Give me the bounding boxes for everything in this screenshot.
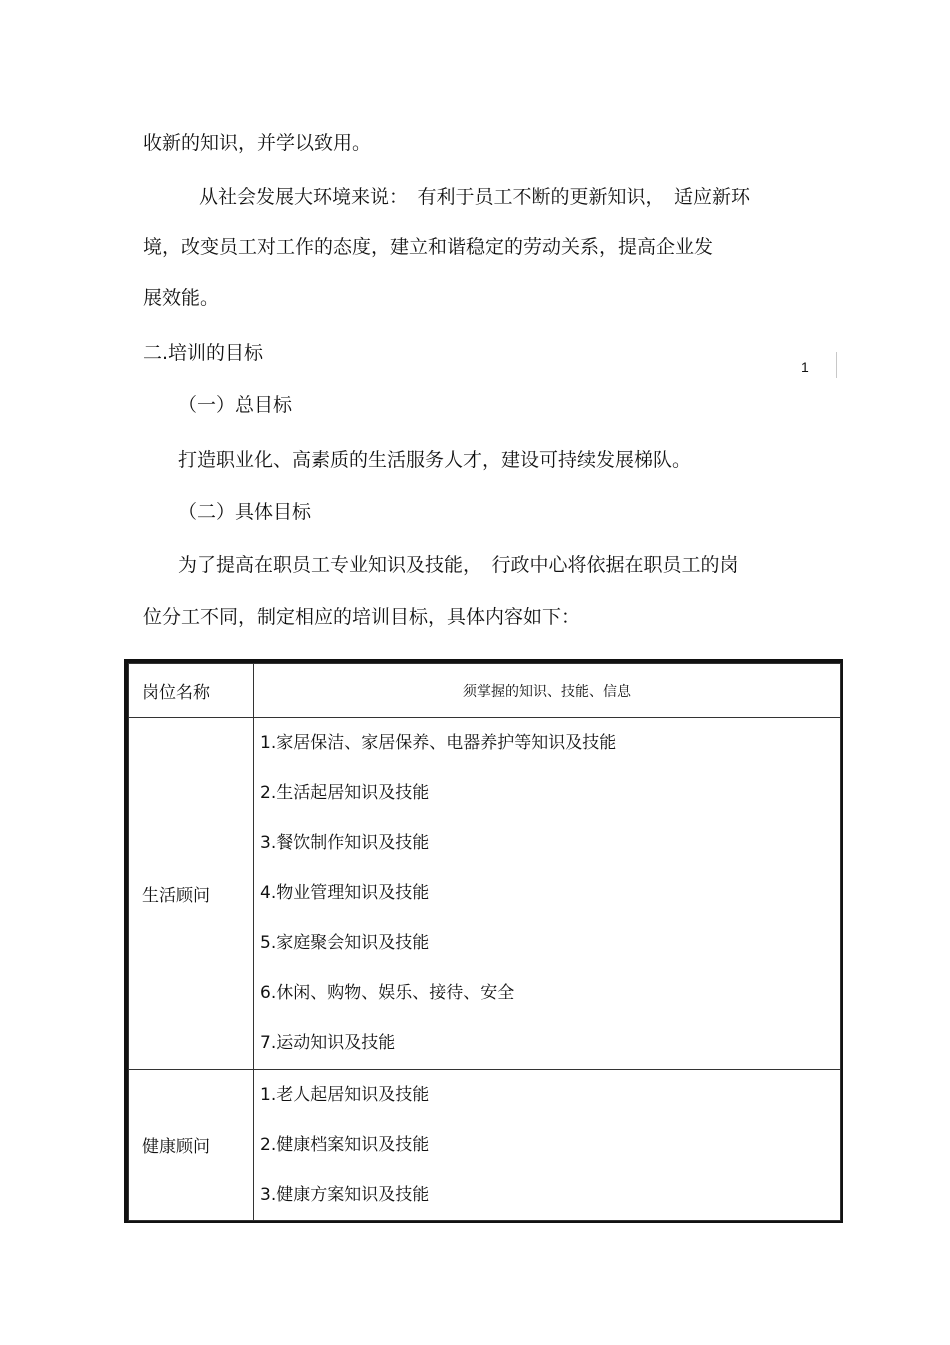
page-number: 1 — [801, 359, 809, 375]
subsection-title: （二）具体目标 — [178, 501, 312, 523]
list-item: 4.物业管理知识及技能 — [260, 883, 430, 904]
paragraph-line: 从社会发展大环境来说： 有利于员工不断的更新知识， 适应新环 — [199, 186, 751, 208]
list-item: 3.健康方案知识及技能 — [260, 1184, 430, 1205]
paragraph-line: 为了提高在职员工专业知识及技能， 行政中心将依据在职员工的岗 — [178, 554, 739, 576]
table-header-row — [129, 664, 841, 718]
list-item: 7.运动知识及技能 — [260, 1033, 396, 1054]
list-item: 2.生活起居知识及技能 — [260, 783, 430, 804]
header-role: 岗位名称 — [129, 664, 254, 718]
subsection-title: （一）总目标 — [178, 394, 293, 416]
list-item: 6.休闲、购物、娱乐、接待、安全 — [260, 983, 515, 1004]
training-goals-table — [124, 659, 843, 1223]
list-item: 1.家居保洁、家居保养、电器养护等知识及技能 — [260, 733, 617, 754]
role-cell: 健康顾问 — [129, 1069, 254, 1220]
table-row — [129, 718, 841, 1070]
paragraph-line: 位分工不同，制定相应的培训目标，具体内容如下： — [143, 606, 581, 628]
list-item: 3.餐饮制作知识及技能 — [260, 833, 430, 854]
paragraph-line: 境，改变员工对工作的态度，建立和谐稳定的劳动关系，提高企业发 — [143, 236, 714, 258]
paragraph-line: 打造职业化、高素质的生活服务人才，建设可持续发展梯队。 — [178, 449, 692, 471]
items-cell — [254, 718, 841, 1070]
margin-rule — [836, 352, 837, 378]
paragraph-line: 展效能。 — [143, 287, 220, 309]
list-item: 1.老人起居知识及技能 — [260, 1084, 430, 1105]
paragraph-line: 收新的知识，并学以致用。 — [143, 132, 372, 154]
list-item: 5.家庭聚会知识及技能 — [260, 933, 430, 954]
section-title: 二.培训的目标 — [143, 342, 264, 364]
items-cell — [254, 1069, 841, 1220]
role-cell: 生活顾问 — [129, 718, 254, 1070]
header-desc: 须掌握的知识、技能、信息 — [254, 664, 841, 718]
table-row — [129, 1069, 841, 1220]
list-item: 2.健康档案知识及技能 — [260, 1134, 430, 1155]
